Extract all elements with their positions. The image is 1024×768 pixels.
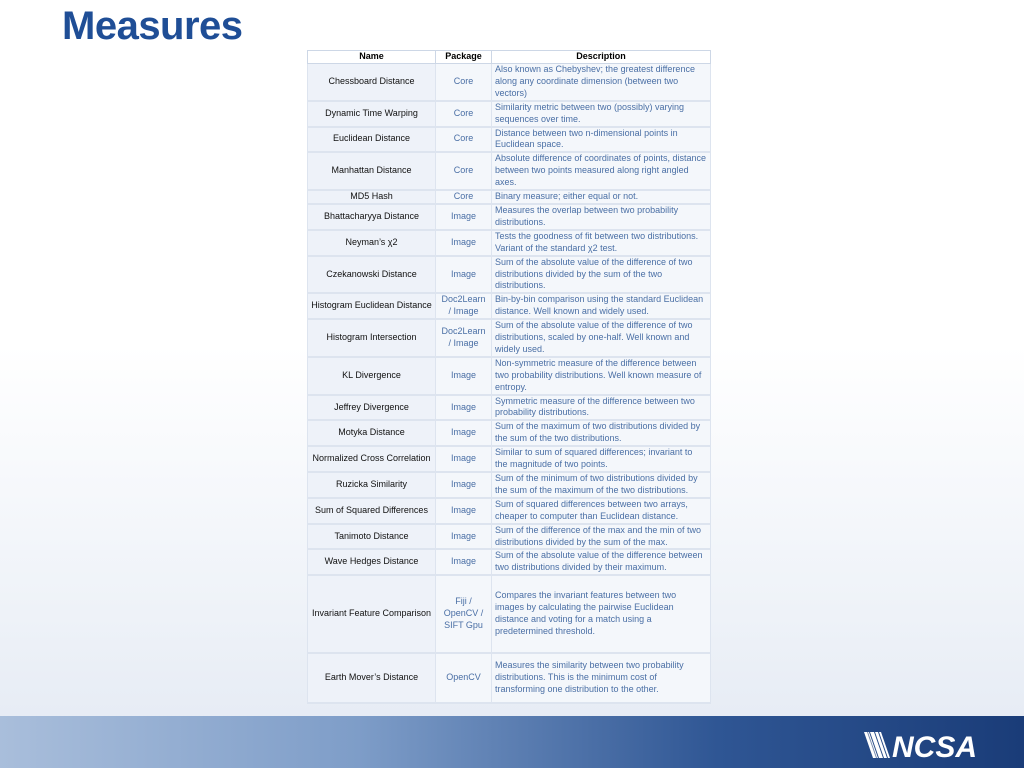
cell-package: Image xyxy=(436,395,492,421)
cell-description: Sum of the maximum of two distributions divided by the sum of the two distributions. xyxy=(492,420,711,446)
cell-name: Neyman’s χ2 xyxy=(308,230,436,256)
ncsa-logo xyxy=(862,728,1012,762)
cell-description: Symmetric measure of the difference between two probability distributions. xyxy=(492,395,711,421)
ncsa-stripes-icon xyxy=(862,728,1012,762)
cell-name: Normalized Cross Correlation xyxy=(308,446,436,472)
cell-description: Measures the overlap between two probability distributions. xyxy=(492,204,711,230)
cell-package: Image xyxy=(436,204,492,230)
header-package: Package xyxy=(436,51,492,64)
table-row xyxy=(308,256,711,294)
cell-name: Euclidean Distance xyxy=(308,127,436,153)
cell-name: Wave Hedges Distance xyxy=(308,549,436,575)
table-row xyxy=(308,549,711,575)
table-row xyxy=(308,293,711,319)
cell-package: Image xyxy=(436,498,492,524)
table-row xyxy=(308,357,711,395)
table-row xyxy=(308,127,711,153)
cell-package: Image xyxy=(436,357,492,395)
cell-description: Distance between two n-dimensional points in Euclidean space. xyxy=(492,127,711,153)
cell-name: MD5 Hash xyxy=(308,190,436,204)
table-row xyxy=(308,190,711,204)
cell-package: Core xyxy=(436,152,492,190)
cell-name: Earth Mover’s Distance xyxy=(308,653,436,703)
cell-package: OpenCV xyxy=(436,653,492,703)
cell-description: Sum of the absolute value of the difference of two distributions, scaled by one-half. Well known and widely used. xyxy=(492,319,711,357)
cell-name: Dynamic Time Warping xyxy=(308,101,436,127)
cell-description: Sum of the absolute value of the difference of two distributions divided by the sum of the two distributions. xyxy=(492,256,711,294)
cell-description: Similarity metric between two (possibly) varying sequences over time. xyxy=(492,101,711,127)
cell-description: Sum of the difference of the max and the min of two distributions divided by the sum of the max. xyxy=(492,524,711,550)
table-row xyxy=(308,319,711,357)
table-row xyxy=(308,420,711,446)
cell-name: Tanimoto Distance xyxy=(308,524,436,550)
cell-description: Sum of squared differences between two arrays, cheaper to computer than Euclidean distance. xyxy=(492,498,711,524)
cell-description: Measures the similarity between two probability distributions. This is the minimum cost of transforming one distribution to the other. xyxy=(492,653,711,703)
page-title: Measures xyxy=(62,4,243,48)
table-row xyxy=(308,446,711,472)
table-row xyxy=(308,472,711,498)
header-name: Name xyxy=(308,51,436,64)
measures-table xyxy=(307,50,711,704)
table-row xyxy=(308,64,711,101)
cell-name: KL Divergence xyxy=(308,357,436,395)
cell-description: Sum of the minimum of two distributions divided by the sum of the maximum of the two distributions. xyxy=(492,472,711,498)
cell-description: Non-symmetric measure of the difference between two probability distributions. Well known measure of entropy. xyxy=(492,357,711,395)
table-row xyxy=(308,204,711,230)
cell-package: Core xyxy=(436,127,492,153)
header-description: Description xyxy=(492,51,711,64)
cell-package: Image xyxy=(436,420,492,446)
cell-description: Bin-by-bin comparison using the standard Euclidean distance. Well known and widely used. xyxy=(492,293,711,319)
cell-package: Core xyxy=(436,101,492,127)
cell-name: Chessboard Distance xyxy=(308,64,436,101)
cell-name: Czekanowski Distance xyxy=(308,256,436,294)
logo-text: NCSA xyxy=(892,731,978,762)
cell-description: Tests the goodness of fit between two distributions. Variant of the standard χ2 test. xyxy=(492,230,711,256)
cell-description: Sum of the absolute value of the difference between two distributions divided by their maximum. xyxy=(492,549,711,575)
cell-package: Image xyxy=(436,256,492,294)
cell-package: Image xyxy=(436,524,492,550)
table-row xyxy=(308,395,711,421)
table-row xyxy=(308,653,711,703)
cell-package: Fiji / OpenCV / SIFT Gpu xyxy=(436,575,492,653)
table-row xyxy=(308,152,711,190)
cell-package: Image xyxy=(436,472,492,498)
table-row xyxy=(308,524,711,550)
cell-package: Doc2Learn / Image xyxy=(436,293,492,319)
table-row xyxy=(308,498,711,524)
cell-package: Image xyxy=(436,230,492,256)
cell-description: Absolute difference of coordinates of points, distance between two points measured along right angled axes. xyxy=(492,152,711,190)
cell-name: Bhattacharyya Distance xyxy=(308,204,436,230)
cell-description: Similar to sum of squared differences; invariant to the magnitude of two points. xyxy=(492,446,711,472)
cell-package: Core xyxy=(436,190,492,204)
cell-description: Compares the invariant features between two images by calculating the pairwise Euclidean distance and voting for a match using a predetermined threshold. xyxy=(492,575,711,653)
cell-package: Core xyxy=(436,64,492,101)
cell-package: Doc2Learn / Image xyxy=(436,319,492,357)
cell-description: Also known as Chebyshev; the greatest difference along any coordinate dimension (between two vectors) xyxy=(492,64,711,101)
cell-package: Image xyxy=(436,549,492,575)
cell-name: Histogram Intersection xyxy=(308,319,436,357)
cell-name: Invariant Feature Comparison xyxy=(308,575,436,653)
cell-description: Binary measure; either equal or not. xyxy=(492,190,711,204)
table-row xyxy=(308,101,711,127)
cell-name: Ruzicka Similarity xyxy=(308,472,436,498)
cell-name: Sum of Squared Differences xyxy=(308,498,436,524)
cell-package: Image xyxy=(436,446,492,472)
cell-name: Manhattan Distance xyxy=(308,152,436,190)
table-row xyxy=(308,575,711,653)
table-row xyxy=(308,230,711,256)
cell-name: Motyka Distance xyxy=(308,420,436,446)
table-header-row xyxy=(308,51,711,64)
cell-name: Histogram Euclidean Distance xyxy=(308,293,436,319)
cell-name: Jeffrey Divergence xyxy=(308,395,436,421)
